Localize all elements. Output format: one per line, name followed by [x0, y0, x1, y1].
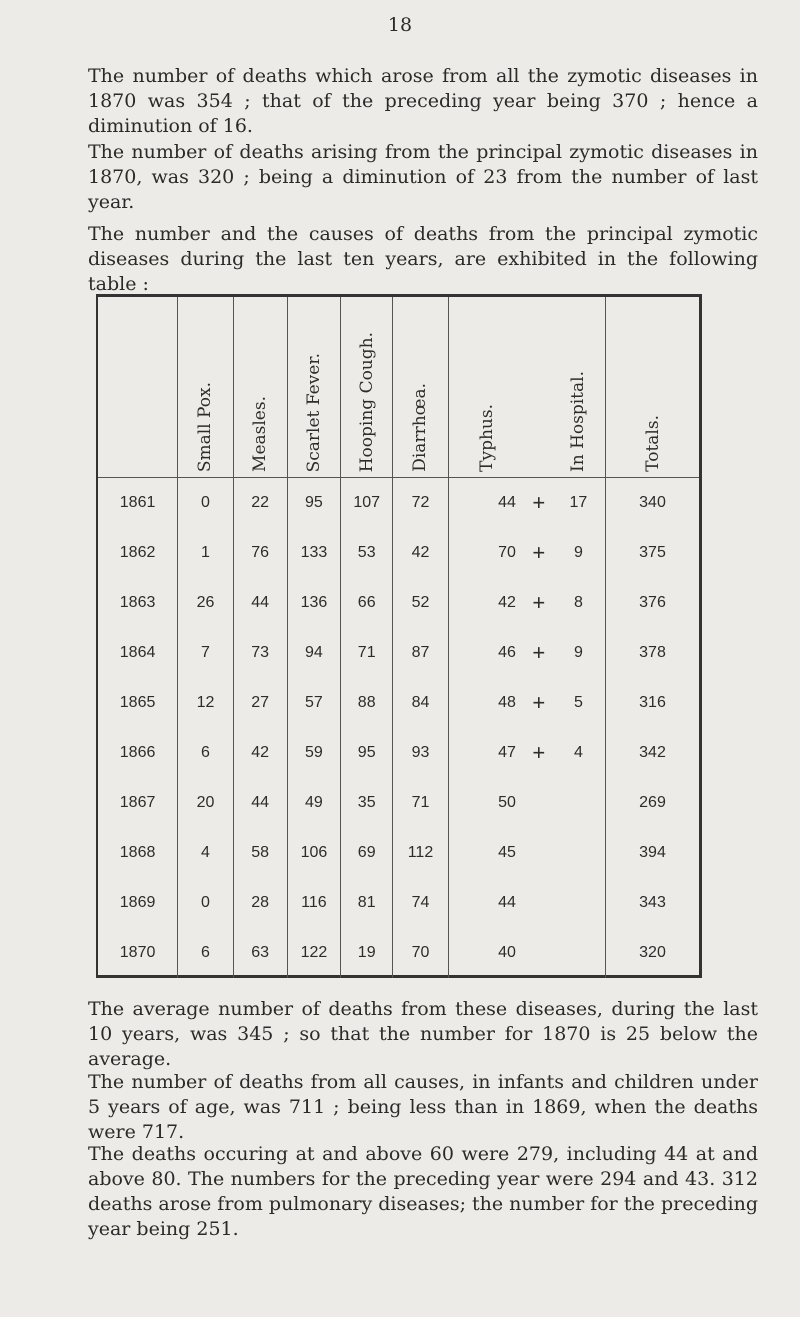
cell-small-pox: 0 — [178, 478, 234, 529]
cell-diarrhoea: 93 — [393, 728, 449, 778]
cell-hooping-cough: 81 — [341, 878, 393, 928]
cell-typhus: 48 — [448, 678, 526, 728]
cell-scarlet-fever: 133 — [287, 528, 341, 578]
page-number: 18 — [387, 14, 413, 36]
cell-diarrhoea: 42 — [393, 528, 449, 578]
cell-measles: 22 — [233, 478, 287, 529]
header-in-hospital: In Hospital. — [552, 297, 606, 478]
zymotic-deaths-table — [96, 294, 702, 978]
cell-scarlet-fever: 106 — [287, 828, 341, 878]
table-row — [98, 878, 699, 928]
table-row — [98, 578, 699, 628]
cell-typhus: 40 — [448, 928, 526, 978]
cell-small-pox: 26 — [178, 578, 234, 628]
cell-totals: 342 — [606, 728, 700, 778]
cell-totals: 269 — [606, 778, 700, 828]
cell-small-pox: 6 — [178, 728, 234, 778]
cell-year: 1863 — [119, 594, 156, 611]
cell-year: 1865 — [119, 694, 156, 711]
cell-year: 1861 — [119, 494, 156, 511]
cell-year: 1866 — [119, 744, 156, 761]
cell-small-pox: 20 — [178, 778, 234, 828]
cell-hooping-cough: 88 — [341, 678, 393, 728]
cell-totals: 375 — [606, 528, 700, 578]
cell-totals: 378 — [606, 628, 700, 678]
cell-measles: 44 — [233, 578, 287, 628]
cell-plus: + — [532, 490, 546, 515]
cell-measles: 63 — [233, 928, 287, 978]
cell-year: 1868 — [119, 844, 156, 861]
cell-plus — [526, 828, 552, 878]
cell-diarrhoea: 112 — [393, 828, 449, 878]
cell-typhus: 44 — [448, 878, 526, 928]
cell-in-hospital: 5 — [573, 694, 583, 711]
cell-in-hospital: 9 — [573, 544, 583, 561]
cell-hooping-cough: 66 — [341, 578, 393, 628]
cell-hooping-cough: 35 — [341, 778, 393, 828]
cell-plus: + — [532, 590, 546, 615]
cell-totals: 320 — [606, 928, 700, 978]
cell-hooping-cough: 95 — [341, 728, 393, 778]
cell-diarrhoea: 87 — [393, 628, 449, 678]
cell-scarlet-fever: 122 — [287, 928, 341, 978]
cell-plus — [526, 778, 552, 828]
cell-measles: 42 — [233, 728, 287, 778]
cell-hooping-cough: 19 — [341, 928, 393, 978]
header-measles: Measles. — [233, 297, 287, 478]
cell-measles: 76 — [233, 528, 287, 578]
cell-in-hospital: 4 — [573, 744, 583, 761]
cell-totals: 376 — [606, 578, 700, 628]
table-row — [98, 478, 699, 529]
cell-diarrhoea: 70 — [393, 928, 449, 978]
cell-measles: 44 — [233, 778, 287, 828]
header-totals: Totals. — [606, 297, 700, 478]
cell-year: 1864 — [119, 644, 156, 661]
cell-in-hospital: 8 — [573, 594, 583, 611]
table-row — [98, 828, 699, 878]
paragraph-infants: The number of deaths from all causes, in infants and children under 5 years of age, was 711 ; being less than in 1869, when the deaths were 717. — [88, 1071, 758, 1143]
paragraph-aged-pulmonary: The deaths occuring at and above 60 were 279, including 44 at and above 80. The numbers for the preceding year were 294 and 43. 312 deaths arose from pulmonary diseases; the number for the preceding year being 251. — [88, 1143, 758, 1240]
cell-plus: + — [532, 540, 546, 565]
cell-diarrhoea: 52 — [393, 578, 449, 628]
cell-diarrhoea: 72 — [393, 478, 449, 529]
cell-hooping-cough: 53 — [341, 528, 393, 578]
cell-scarlet-fever: 94 — [287, 628, 341, 678]
cell-diarrhoea: 84 — [393, 678, 449, 728]
cell-scarlet-fever: 116 — [287, 878, 341, 928]
cell-measles: 27 — [233, 678, 287, 728]
paragraph-average: The average number of deaths from these diseases, during the last 10 years, was 345 ; so that the number for 1870 is 25 below the average. — [88, 998, 758, 1070]
table-row — [98, 928, 699, 978]
cell-hooping-cough: 69 — [341, 828, 393, 878]
header-typhus: Typhus. — [448, 297, 526, 478]
header-scarlet-fever: Scarlet Fever. — [287, 297, 341, 478]
cell-totals: 316 — [606, 678, 700, 728]
cell-in-hospital — [552, 878, 606, 928]
cell-plus: + — [532, 690, 546, 715]
cell-year: 1869 — [119, 894, 156, 911]
cell-typhus: 47 — [448, 728, 526, 778]
cell-scarlet-fever: 136 — [287, 578, 341, 628]
cell-typhus: 46 — [448, 628, 526, 678]
paragraph-table-intro: The number and the causes of deaths from the principal zymotic diseases during the last ten years, are exhibited in the following table : — [88, 223, 758, 295]
header-plus — [526, 297, 552, 478]
cell-in-hospital — [552, 828, 606, 878]
cell-in-hospital: 9 — [573, 644, 583, 661]
cell-year: 1870 — [119, 944, 156, 961]
header-hooping-cough: Hooping Cough. — [341, 297, 393, 478]
cell-in-hospital — [552, 928, 606, 978]
cell-small-pox: 4 — [178, 828, 234, 878]
cell-totals: 394 — [606, 828, 700, 878]
header-year — [98, 297, 178, 478]
cell-typhus: 45 — [448, 828, 526, 878]
cell-scarlet-fever: 59 — [287, 728, 341, 778]
cell-typhus: 50 — [448, 778, 526, 828]
cell-typhus: 44 — [448, 478, 526, 529]
cell-small-pox: 7 — [178, 628, 234, 678]
paragraph-principal-zymotic: The number of deaths arising from the principal zymotic diseases in 1870, was 320 ; being a diminution of 23 from the number of last year. — [88, 141, 758, 213]
cell-measles: 28 — [233, 878, 287, 928]
cell-totals: 343 — [606, 878, 700, 928]
cell-small-pox: 1 — [178, 528, 234, 578]
cell-plus — [526, 928, 552, 978]
paragraph-zymotic-total: The number of deaths which arose from all the zymotic diseases in 1870 was 354 ; that of the preceding year being 370 ; hence a diminution of 16. — [88, 65, 758, 137]
table-row — [98, 728, 699, 778]
header-small-pox: Small Pox. — [178, 297, 234, 478]
cell-scarlet-fever: 49 — [287, 778, 341, 828]
cell-typhus: 70 — [448, 528, 526, 578]
cell-diarrhoea: 74 — [393, 878, 449, 928]
table-row — [98, 778, 699, 828]
cell-in-hospital — [552, 778, 606, 828]
cell-plus: + — [532, 640, 546, 665]
cell-in-hospital: 17 — [569, 494, 588, 511]
cell-hooping-cough: 107 — [341, 478, 393, 529]
header-diarrhoea: Diarrhœa. — [393, 297, 449, 478]
cell-small-pox: 12 — [178, 678, 234, 728]
cell-plus: + — [532, 740, 546, 765]
cell-year: 1867 — [119, 794, 156, 811]
table-header-row — [98, 297, 699, 478]
cell-hooping-cough: 71 — [341, 628, 393, 678]
cell-small-pox: 0 — [178, 878, 234, 928]
table-row — [98, 628, 699, 678]
cell-year: 1862 — [119, 544, 156, 561]
table-row — [98, 528, 699, 578]
cell-measles: 58 — [233, 828, 287, 878]
cell-plus — [526, 878, 552, 928]
cell-measles: 73 — [233, 628, 287, 678]
cell-typhus: 42 — [448, 578, 526, 628]
table-row — [98, 678, 699, 728]
cell-scarlet-fever: 57 — [287, 678, 341, 728]
cell-small-pox: 6 — [178, 928, 234, 978]
cell-totals: 340 — [606, 478, 700, 529]
cell-diarrhoea: 71 — [393, 778, 449, 828]
cell-scarlet-fever: 95 — [287, 478, 341, 529]
